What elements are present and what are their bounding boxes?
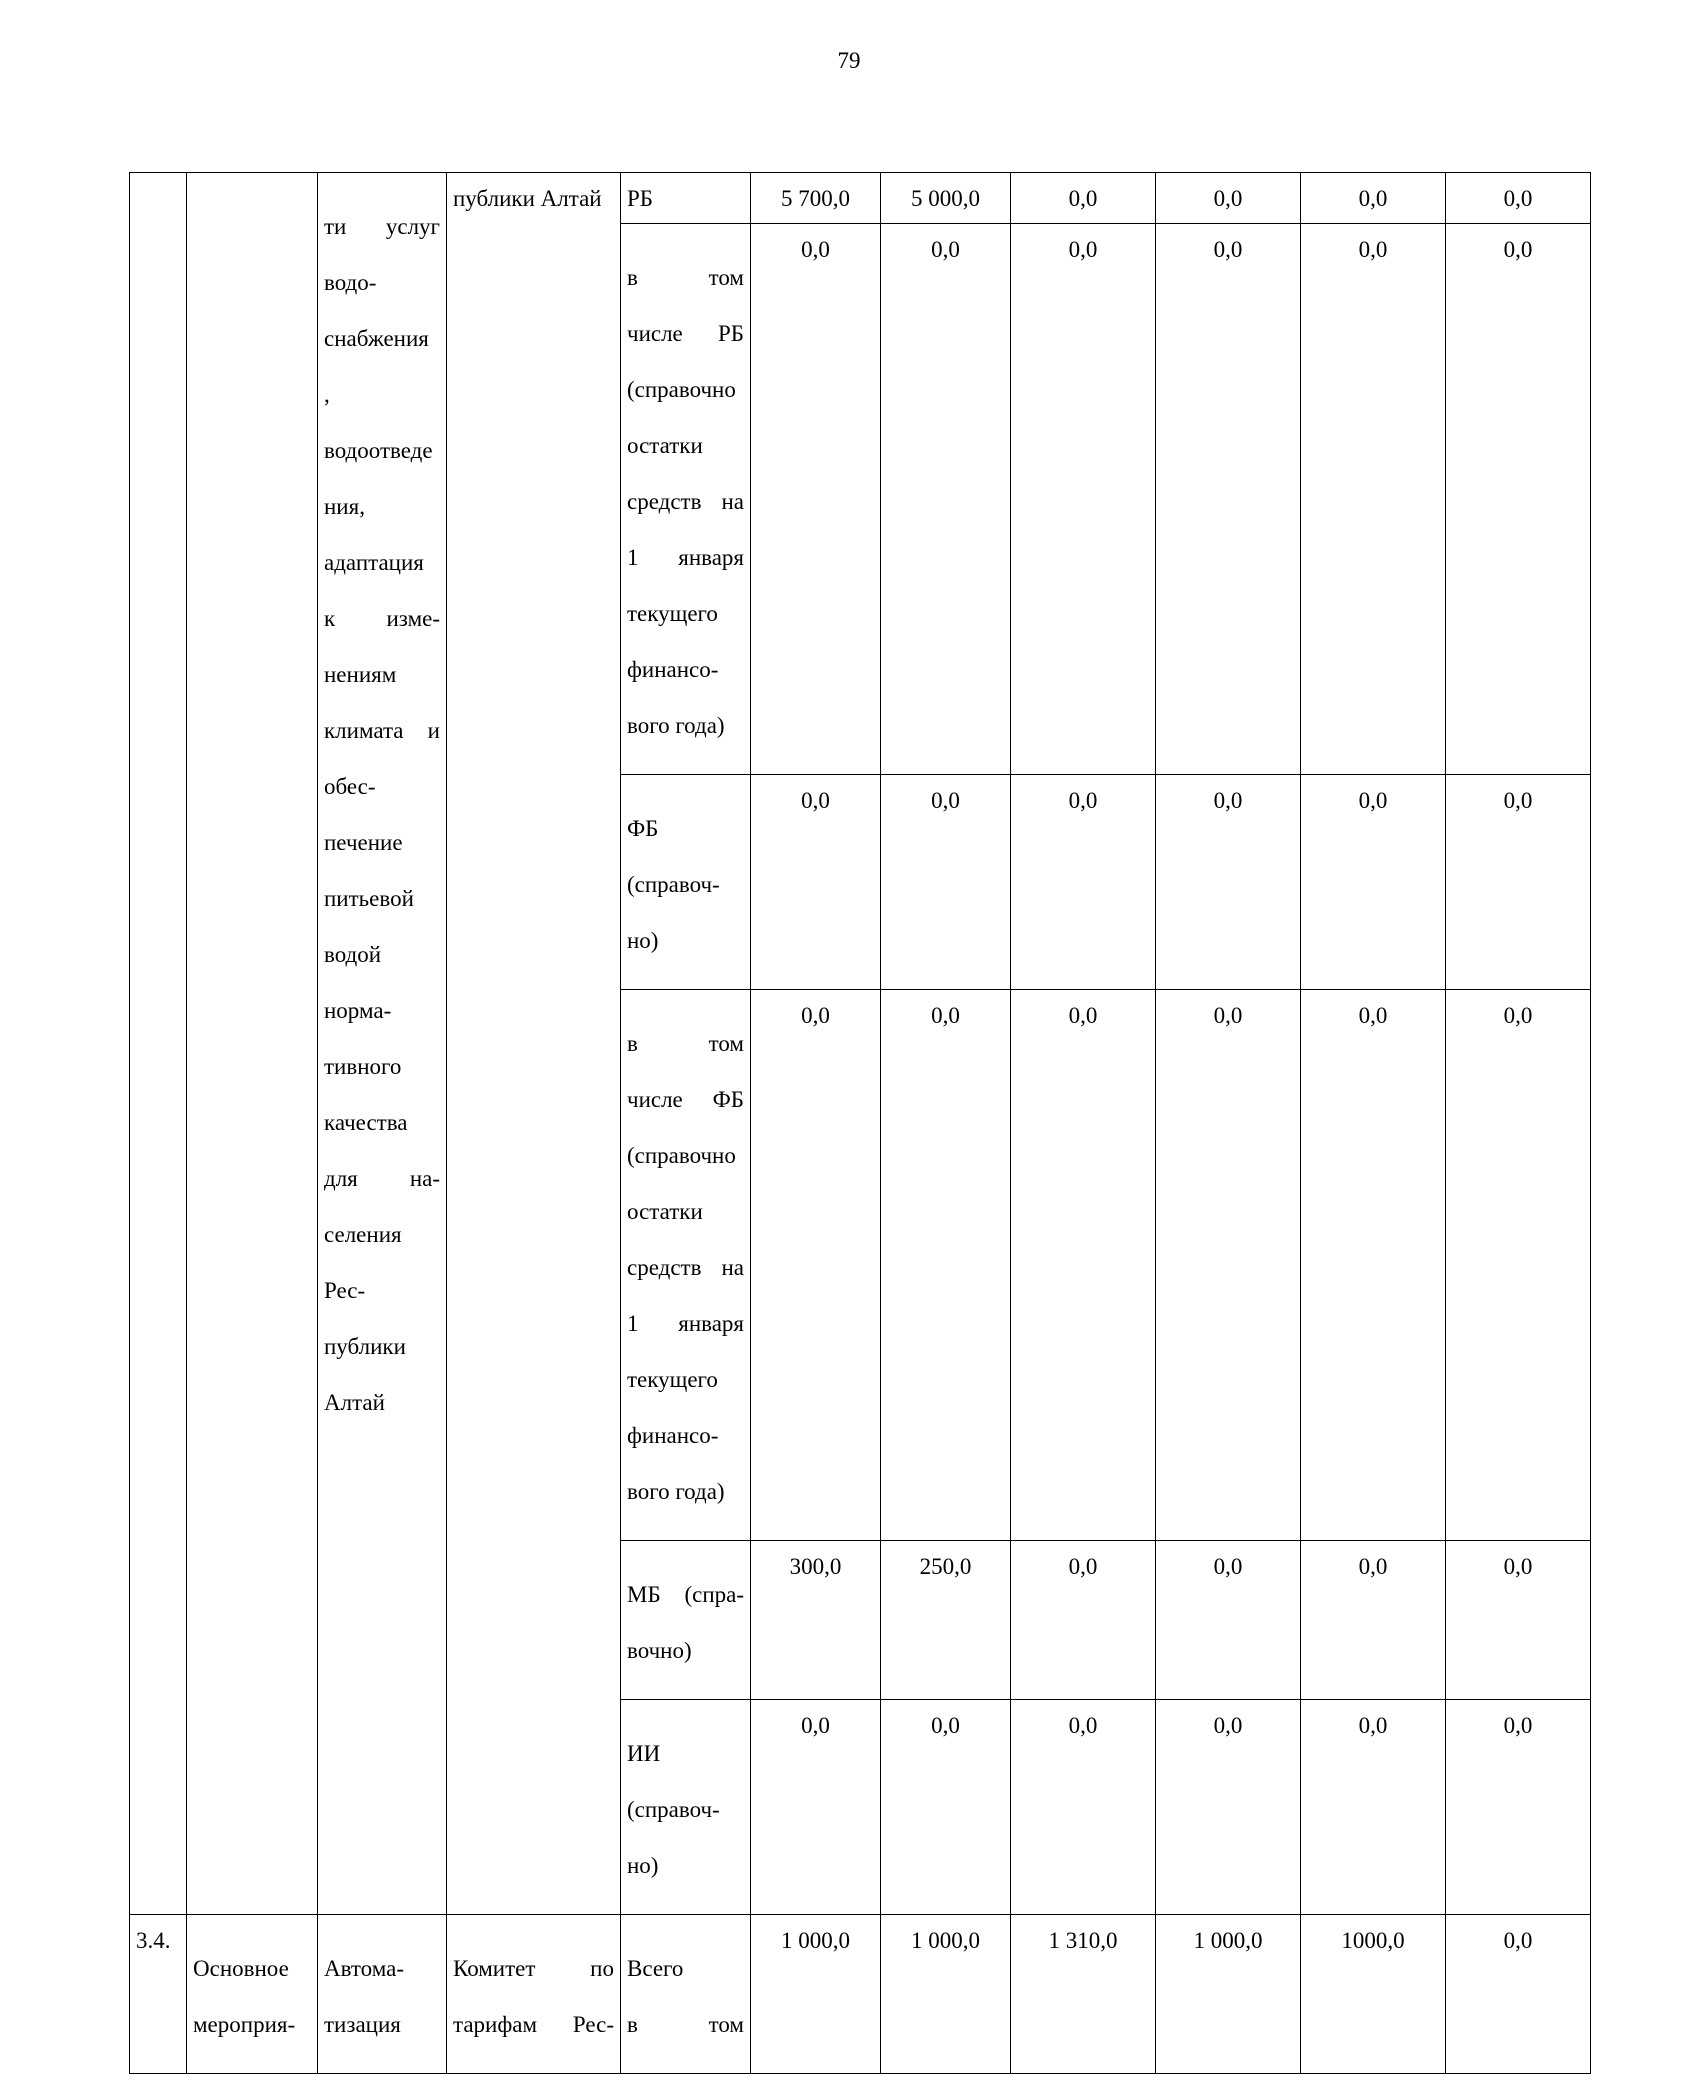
- cell-value: 0,0: [1446, 1541, 1591, 1700]
- cell-value: 0,0: [1446, 224, 1591, 775]
- source-line: вочно): [627, 1638, 692, 1663]
- cell-name: [318, 1915, 447, 2074]
- cell-value: 1 000,0: [751, 1915, 881, 2074]
- cell-value: 0,0: [751, 775, 881, 990]
- cell-value: 0,0: [1011, 1541, 1156, 1700]
- cell-source: [621, 173, 751, 224]
- cell-value: 300,0: [751, 1541, 881, 1700]
- cell-value: 0,0: [751, 224, 881, 775]
- cell-value: 0,0: [751, 1700, 881, 1915]
- source-line: средств на: [627, 1255, 744, 1280]
- cell-value: 0,0: [1446, 990, 1591, 1541]
- source-line: числе ФБ: [627, 1087, 744, 1112]
- table-row: [130, 173, 1591, 224]
- source-line: остатки: [627, 1199, 703, 1224]
- cell-value: 0,0: [1301, 775, 1446, 990]
- desc-line: адаптация: [324, 550, 424, 575]
- cell-value: 0,0: [881, 775, 1011, 990]
- cell-value: 0,0: [1156, 775, 1301, 990]
- executor-line: Комитет по: [453, 1956, 614, 1981]
- source-line: остатки: [627, 433, 703, 458]
- source-line: 1 января: [627, 1311, 744, 1336]
- source-line: числе РБ: [627, 321, 744, 346]
- type-line: мероприя-: [193, 2012, 296, 2037]
- cell-value: 1000,0: [1301, 1915, 1446, 2074]
- source-line: (справочно: [627, 377, 736, 402]
- desc-line: к изме-: [324, 606, 440, 631]
- cell-value: 0,0: [1446, 173, 1591, 224]
- cell-source: [621, 1541, 751, 1700]
- cell-source: [621, 990, 751, 1541]
- cell-value: 0,0: [1301, 990, 1446, 1541]
- desc-line: питьевой: [324, 886, 414, 911]
- name-line: Автома-: [324, 1956, 404, 1981]
- source-line: в том: [627, 265, 744, 290]
- budget-table: [129, 172, 1591, 2074]
- cell-type: [187, 1915, 318, 2074]
- cell-value: 5 000,0: [881, 173, 1011, 224]
- source-line: вого года): [627, 1479, 725, 1504]
- cell-value: 1 000,0: [881, 1915, 1011, 2074]
- desc-line: снабжения: [324, 326, 429, 351]
- cell-description: [318, 173, 447, 1915]
- cell-value: 0,0: [1156, 1700, 1301, 1915]
- source-line: (справоч-: [627, 1797, 720, 1822]
- source-line: РБ: [627, 186, 653, 211]
- desc-line: климата и: [324, 718, 440, 743]
- cell-value: 0,0: [1011, 173, 1156, 224]
- desc-line: водой: [324, 942, 382, 967]
- cell-value: 1 310,0: [1011, 1915, 1156, 2074]
- cell-value: 0,0: [1301, 224, 1446, 775]
- source-line: вого года): [627, 713, 725, 738]
- cell-value: 0,0: [1156, 224, 1301, 775]
- cell-value: 0,0: [1446, 1915, 1591, 2074]
- source-line: МБ (спра-: [627, 1582, 744, 1607]
- cell-value: 0,0: [1156, 1541, 1301, 1700]
- source-line: (справоч-: [627, 872, 720, 897]
- source-line: в том: [627, 1031, 744, 1056]
- cell-source: [621, 1700, 751, 1915]
- cell-value: 0,0: [1301, 1541, 1446, 1700]
- source-line: финансо-: [627, 657, 719, 682]
- desc-line: печение: [324, 830, 403, 855]
- cell-type-empty: [187, 173, 318, 1915]
- source-line: текущего: [627, 1367, 718, 1392]
- desc-line: обес-: [324, 774, 376, 799]
- desc-line: ния,: [324, 494, 365, 519]
- cell-value: 0,0: [1446, 775, 1591, 990]
- cell-value: 0,0: [1011, 990, 1156, 1541]
- desc-line: публики: [324, 1334, 406, 1359]
- cell-value: 0,0: [751, 990, 881, 1541]
- cell-number: 3.4.: [130, 1915, 187, 2074]
- type-line: Основное: [193, 1956, 289, 1981]
- cell-number-empty: [130, 173, 187, 1915]
- source-line: Всего: [627, 1956, 684, 1981]
- desc-line: ,: [324, 382, 330, 407]
- desc-line: норма-: [324, 998, 392, 1023]
- table-row: [130, 1915, 1591, 2074]
- desc-line: тивного: [324, 1054, 402, 1079]
- desc-line: водоотведе: [324, 438, 433, 463]
- cell-value: 0,0: [1301, 173, 1446, 224]
- desc-line: водо-: [324, 270, 377, 295]
- source-line: (справочно: [627, 1143, 736, 1168]
- desc-line: Алтай: [324, 1390, 385, 1415]
- source-line: ИИ: [627, 1741, 661, 1766]
- cell-value: 0,0: [1301, 1700, 1446, 1915]
- cell-value: 5 700,0: [751, 173, 881, 224]
- source-line: ФБ: [627, 816, 659, 841]
- cell-executor: [447, 1915, 621, 2074]
- cell-value: 0,0: [1011, 1700, 1156, 1915]
- desc-line: ти услуг: [324, 214, 440, 239]
- cell-value: 0,0: [1011, 224, 1156, 775]
- executor-line: тарифам Рес-: [453, 2012, 614, 2037]
- cell-source: [621, 775, 751, 990]
- cell-value: 1 000,0: [1156, 1915, 1301, 2074]
- source-line: но): [627, 1853, 659, 1878]
- name-line: тизация: [324, 2012, 401, 2037]
- desc-line: качества: [324, 1110, 408, 1135]
- source-line: 1 января: [627, 545, 744, 570]
- source-line: финансо-: [627, 1423, 719, 1448]
- desc-line: для на-: [324, 1166, 440, 1191]
- cell-executor: публики Алтай: [447, 173, 621, 1915]
- cell-source: [621, 224, 751, 775]
- source-line: в том: [627, 2012, 744, 2037]
- cell-value: 250,0: [881, 1541, 1011, 1700]
- page-number: 79: [837, 48, 861, 73]
- cell-value: 0,0: [881, 224, 1011, 775]
- cell-value: 0,0: [1011, 775, 1156, 990]
- cell-value: 0,0: [1156, 173, 1301, 224]
- cell-value: 0,0: [1446, 1700, 1591, 1915]
- desc-line: Рес-: [324, 1278, 366, 1303]
- desc-line: селения: [324, 1222, 402, 1247]
- cell-value: 0,0: [881, 1700, 1011, 1915]
- source-line: текущего: [627, 601, 718, 626]
- source-line: но): [627, 928, 659, 953]
- source-line: средств на: [627, 489, 744, 514]
- cell-source: [621, 1915, 751, 2074]
- cell-value: 0,0: [881, 990, 1011, 1541]
- desc-line: нениям: [324, 662, 397, 687]
- cell-value: 0,0: [1156, 990, 1301, 1541]
